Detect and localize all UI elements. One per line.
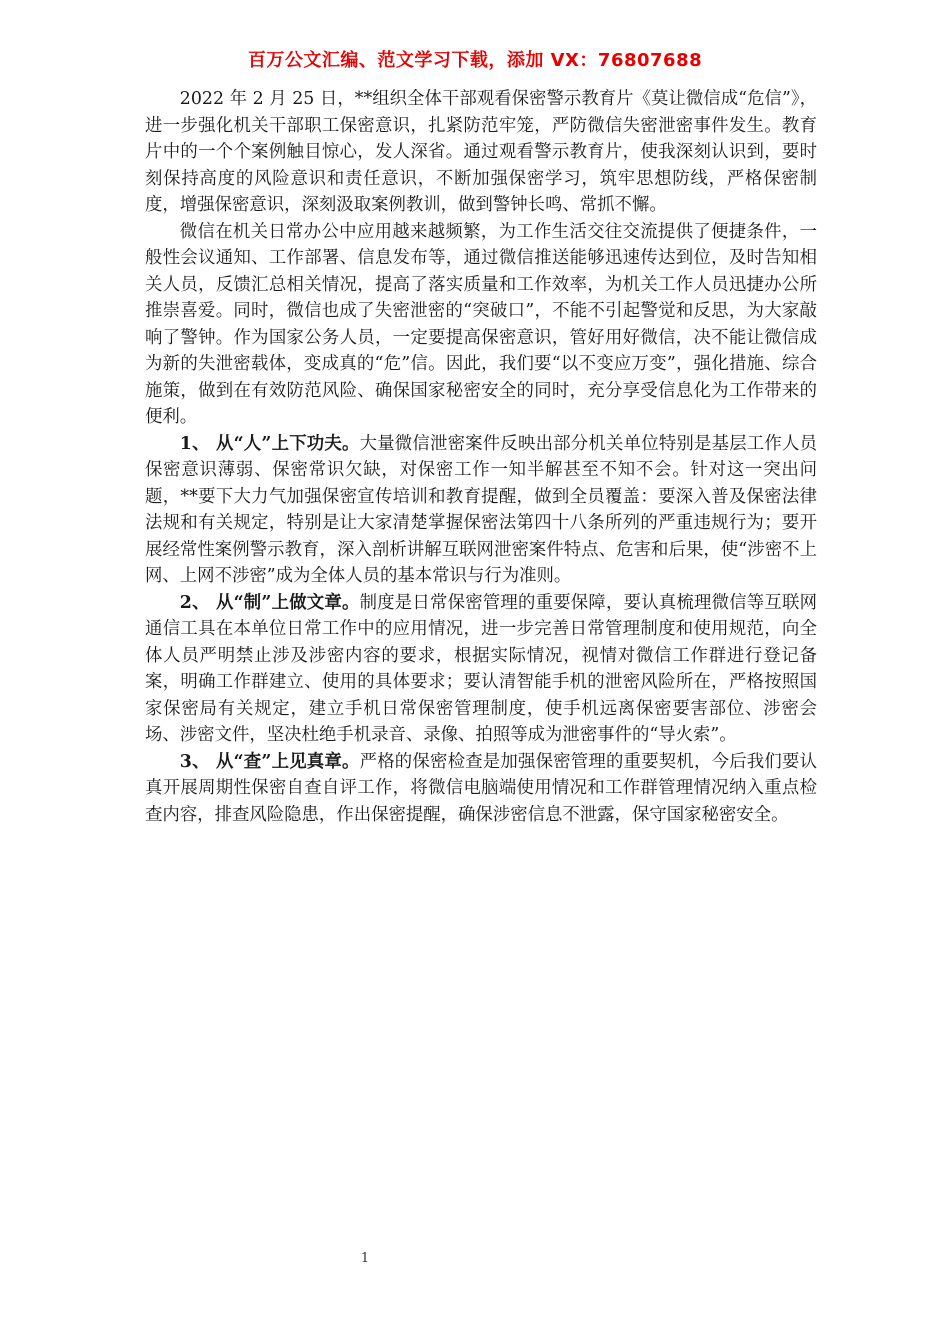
paragraph-wechat-usage [145,219,817,431]
paragraph-lead: 1、 从“人”上下功夫。 [179,433,360,454]
document-body [145,86,817,828]
paragraph-point-2 [145,590,817,749]
paragraph-text: 严格的保密检查是加强保密管理的重要契机，今后我们要认真开展周期性保密自查自评工作，将微信电脑端使用情况和工作群管理情况纳入重点检查内容，排查风险隐患，作出保密提醒，确保涉密信息不泄露，保守国家秘密安全。 [145,751,817,825]
paragraph-intro [145,86,817,219]
paragraph-lead: 2、 从“制”上做文章。 [179,592,360,613]
page-number: 1 [360,1251,370,1266]
paragraph-point-3 [145,749,817,829]
paragraph-text: 2022 年 2 月 25 日，**组织全体干部观看保密警示教育片《莫让微信成“危信”》，进一步强化机关干部职工保密意识，扎紧防范牢笼，严防微信失密泄密事件发生。教育片中的一个个案例触目惊心，发人深省。通过观看警示教育片，使我深刻认识到，要时刻保持高度的风险意识和责任意识，不断加强保密学习，筑牢思想防线，严格保密制度，增强保密意识，深刻汲取案例教训，做到警钟长鸣、常抓不懈。 [145,89,817,215]
paragraph-text: 制度是日常保密管理的重要保障，要认真梳理微信等互联网通信工具在本单位日常工作中的应用情况，进一步完善日常管理制度和使用规范，向全体人员严明禁止涉及涉密内容的要求，根据实际情况，视情对微信工作群进行登记备案，明确工作群建立、使用的具体要求；要认清智能手机的泄密风险所在，严格按照国家保密局有关规定，建立手机日常保密管理制度，使手机远离保密要害部位、涉密会场、涉密文件，坚决杜绝手机录音、录像、拍照等成为泄密事件的“导火索”。 [145,592,817,745]
paragraph-lead: 3、 从“查”上见真章。 [179,751,360,772]
paragraph-text: 微信在机关日常办公中应用越来越频繁，为工作生活交往交流提供了便捷条件，一般性会议通知、工作部署、信息发布等，通过微信推送能够迅速传达到位，及时告知相关人员，反馈汇总相关情况，提高了落实质量和工作效率，为机关工作人员迅捷办公所推崇喜爱。同时，微信也成了失密泄密的“突破口”，不能不引起警觉和反思，为大家敲响了警钟。作为国家公务人员，一定要提高保密意识，管好用好微信，决不能让微信成为新的失泄密载体，变成真的“危”信。因此，我们要“以不变应万变”，强化措施、综合施策，做到在有效防范风险、确保国家秘密安全的同时，充分享受信息化为工作带来的便利。 [145,221,817,427]
paragraph-point-1 [145,431,817,590]
header-banner: 百万公文汇编、范文学习下载，添加 VX：76807688 [247,50,703,71]
paragraph-text: 大量微信泄密案件反映出部分机关单位特别是基层工作人员保密意识薄弱、保密常识欠缺，对保密工作一知半解甚至不知不会。针对这一突出问题，**要下大力气加强保密宣传培训和教育提醒，做到全员覆盖：要深入普及保密法律法规和有关规定，特别是让大家清楚掌握保密法第四十八条所列的严重违规行为；要开展经常性案例警示教育，深入剖析讲解互联网泄密案件特点、危害和后果，使“涉密不上网、上网不涉密”成为全体人员的基本常识与行为准则。 [145,433,817,586]
